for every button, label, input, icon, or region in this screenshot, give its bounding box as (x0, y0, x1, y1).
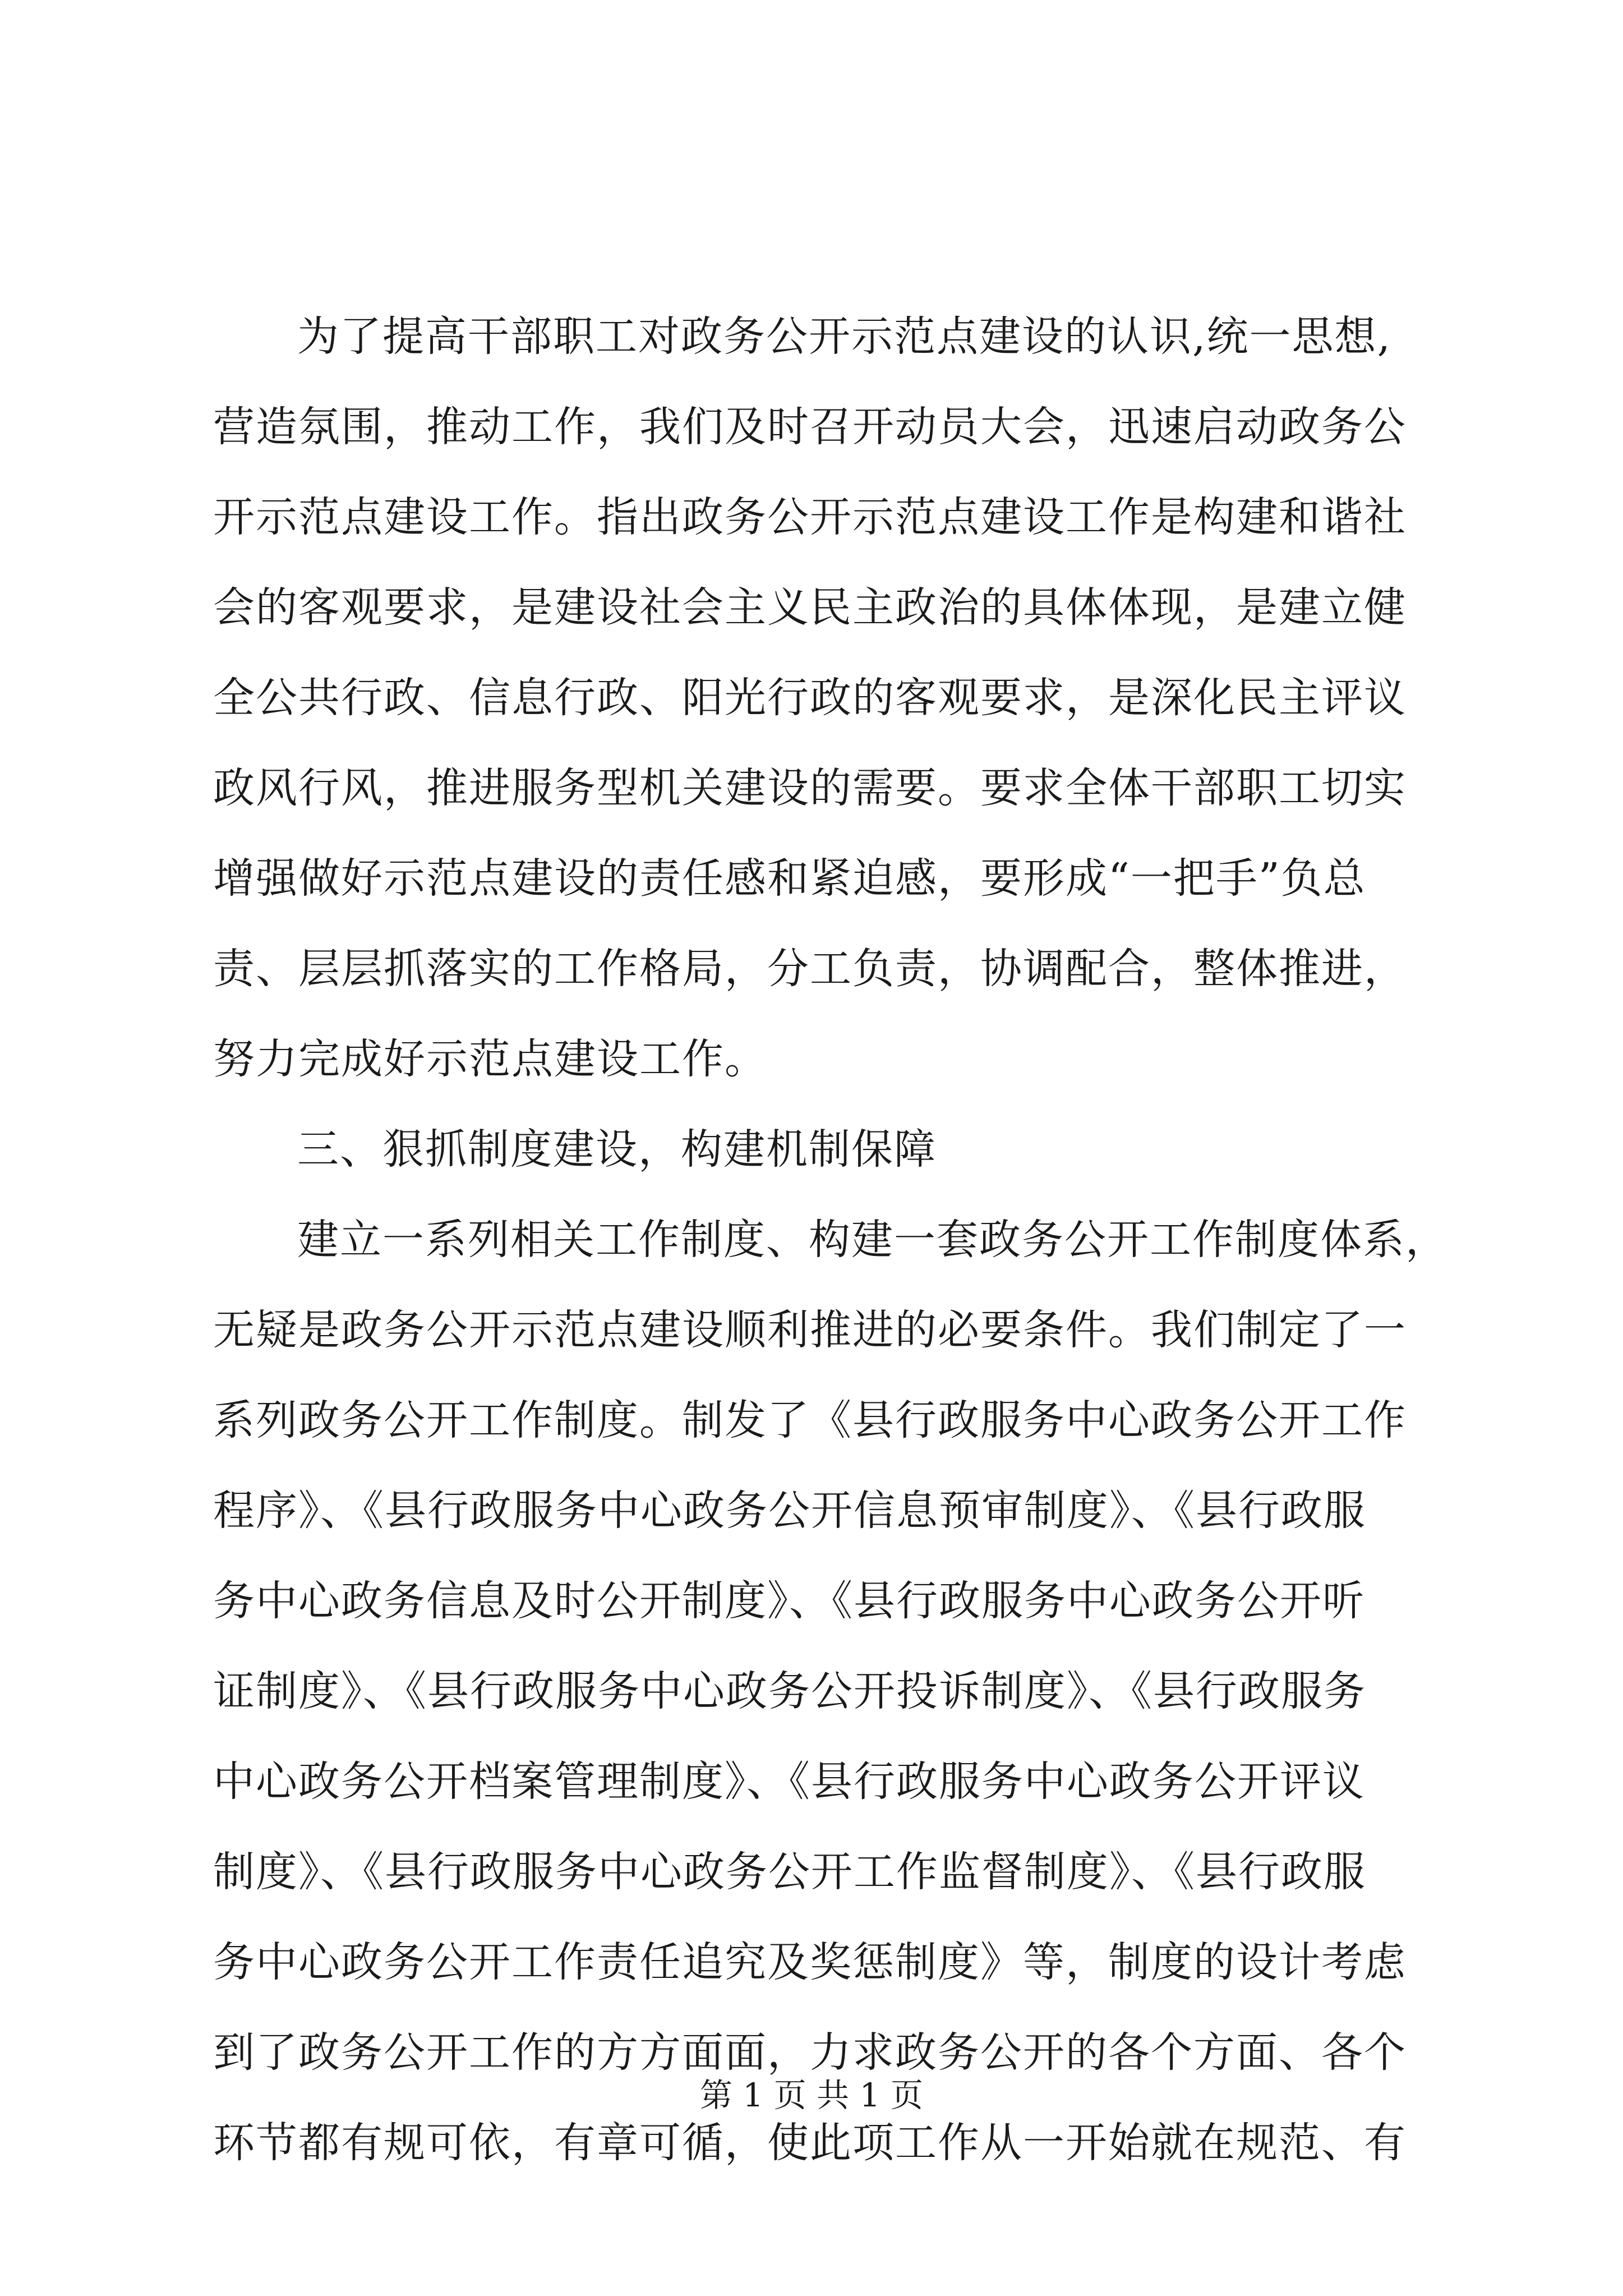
text-line: 营造氛围，推动工作，我们及时召开动员大会，迅速启动政务公 (213, 403, 1407, 451)
page-footer: 第 1 页 共 1 页 (700, 2076, 923, 2114)
text-line: 无疑是政务公开示范点建设顺利推进的必要条件。我们制定了一 (213, 1306, 1407, 1354)
paragraph-first-line: 三、狠抓制度建设，构建机制保障 (297, 1125, 937, 1174)
text-line: 全公共行政、信息行政、阳光行政的客观要求，是深化民主评议 (213, 674, 1407, 722)
paragraph-first-line: 建立一系列相关工作制度、构建一套政务公开工作制度体系， (297, 1216, 1448, 1264)
text-line: 努力完成好示范点建设工作。 (213, 1035, 767, 1083)
text-line: 程序》、《县行政服务中心政务公开信息预审制度》、《县行政服 (213, 1487, 1366, 1535)
text-line: 会的客观要求，是建设社会主义民主政治的具体体现，是建立健 (213, 583, 1407, 632)
text-line: 务中心政务信息及时公开制度》、《县行政服务中心政务公开听 (213, 1577, 1365, 1625)
text-line: 中心政务公开档案管理制度》、《县行政服务中心政务公开评议 (213, 1757, 1365, 1806)
text-line: 增强做好示范点建设的责任感和紧迫感，要形成“一把手”负总 (213, 854, 1366, 903)
paragraph-first-line: 为了提高干部职工对政务公开示范点建设的认识,统一思想, (297, 312, 1392, 361)
text-line: 务中心政务公开工作责任追究及奖惩制度》等，制度的设计考虑 (213, 1938, 1407, 1986)
text-line: 政风行风，推进服务型机关建设的需要。要求全体干部职工切实 (213, 764, 1407, 812)
text-line: 到了政务公开工作的方方面面，力求政务公开的各个方面、各个 (213, 2028, 1407, 2077)
text-line: 证制度》、《县行政服务中心政务公开投诉制度》、《县行政服务 (213, 1667, 1366, 1715)
text-line: 开示范点建设工作。指出政务公开示范点建设工作是构建和谐社 (213, 493, 1407, 541)
document-body (213, 292, 1453, 2188)
text-line: 制度》、《县行政服务中心政务公开工作监督制度》、《县行政服 (213, 1848, 1366, 1896)
text-line: 责、层层抓落实的工作格局，分工负责，协调配合，整体推进， (213, 945, 1407, 993)
text-line: 系列政务公开工作制度。制发了《县行政服务中心政务公开工作 (213, 1396, 1407, 1444)
text-line: 环节都有规可依，有章可循，使此项工作从一开始就在规范、有 (213, 2119, 1407, 2167)
